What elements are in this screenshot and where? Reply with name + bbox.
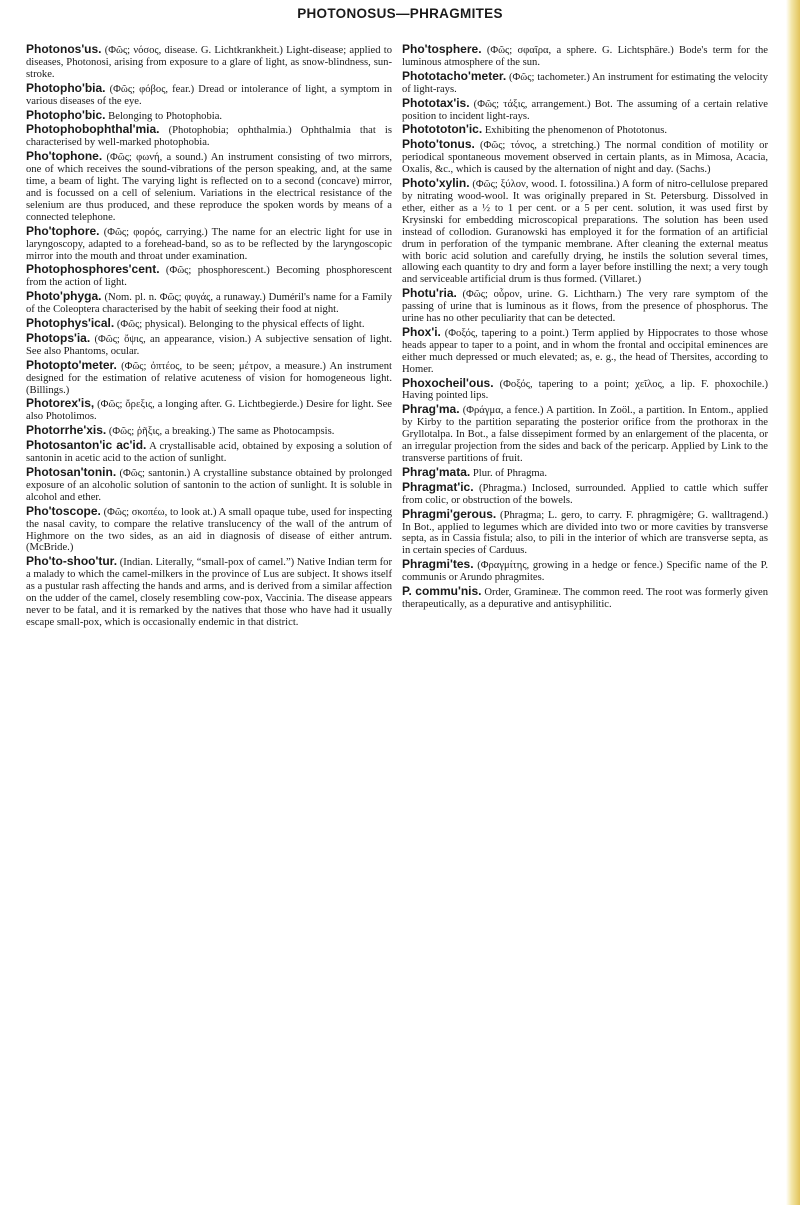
entry-headword: Photosanton'ic ac'id. (26, 438, 147, 453)
entry-headword: Photonos'us. (26, 42, 102, 56)
entry-headword: Phototacho'meter. (402, 68, 507, 83)
entry-headword: Phototax'is. (402, 95, 470, 110)
entry-headword: Phox'i. (402, 324, 441, 339)
entry-definition: (Φραγμίτης, growing in a hedge or fence.) Specific name of the P. communis or Arundo phragmites. (402, 560, 768, 584)
entry-definition: (Φῶς; φορός, carrying.) The name for an electric light for use in laryngoscopy, adapted to a forehead-band, so as to be reflected by the laryngoscopic mirror into the mouth and throat under examination. (26, 226, 392, 262)
entry-definition: (Φῶς; santonin.) A crystalline substance obtained by prolonged exposure of an alcoholic solution of santonin to the action of sunlight. It is soluble in alcohol and ether. (26, 468, 393, 503)
right-column (402, 44, 768, 613)
dictionary-entry (26, 80, 392, 108)
dictionary-entry (402, 375, 768, 403)
entry-definition: (Φῶς; ξύλον, wood. I. fotossilina.) A form of nitro-cellulose prepared by nitrating wood-wool. It was originally prepared in St. Petersburg. Dissolved in ether, either as a ½ to 1 per cent. or a 5 per cent. solution, it was used first by Krysinski for embedding microscopical preparations. The solution has been used instead of collodion. Guranowski has employed it for the formation of an artificial drum in perforation of the tympanic membrane. After cleaning the external meatus with boric acid solution and carefully drying, he instils the solution several times, allowing each quantity to dry and form a layer before instilling the next; a very tough and serviceable artificial drum is thus formed. (Villaret.) (402, 179, 768, 286)
entry-headword: Photorrhe'xis. (26, 423, 107, 438)
entry-headword: Photophosphores'cent. (26, 262, 160, 277)
dictionary-entry (402, 559, 768, 584)
entry-definition: (Φοξός, tapering to a point.) Term applied by Hippocrates to those whose heads appear to taper to a point, and in whom the frontal and occipital eminences are either much depressed or much elevated; as, e. g., the head of Thersites, according to Homer. (402, 327, 768, 375)
dictionary-entry (26, 467, 392, 504)
entry-definition: Exhibiting the phenomenon of Phototonus. (484, 125, 667, 137)
entry-headword: Photops'ia. (26, 330, 91, 345)
dictionary-entry (26, 330, 393, 358)
entry-definition: (Indian. Literally, “small-pox of camel.”) Native Indian term for a malady to which the camel-milkers in the province of Lus are subject. It shows itself as a pustular rash affecting the hands and arms, and is derived from a similar affection on the udder of the camel, closely resembling cow-pox, Vaccinia. The disease appears never to be fatal, and it is remarked by the natives that those who have had it usually escape small-pox, which is occasionally endemic in that district. (26, 557, 392, 628)
entry-definition: (Phragma.) Inclosed, surrounded. Applied to cattle which suffer from colic, or obstruction of the bowels. (402, 482, 768, 506)
entry-definition: (Φῶς; physical). Belonging to the physical effects of light. (116, 319, 365, 331)
entry-definition: (Φῶς; ὀπτέος, to be seen; μέτρον, a measure.) An instrument designed for the estimation of relative acuteness of vision for homogeneous light. (Billings.) (26, 360, 392, 396)
entry-headword: Photophobophthal'mia. (26, 122, 160, 137)
entry-headword: Phragmi'gerous. (402, 506, 497, 521)
dictionary-entry (402, 288, 768, 325)
entry-headword: Phrag'mata. (402, 464, 471, 479)
entry-headword: P. commu'nis. (402, 584, 482, 599)
entry-definition: (Photophobia; ophthalmia.) Ophthalmia that is characterised by well-marked photophobia. (26, 125, 392, 149)
entry-definition: (Φῶς; σκοπέω, to look at.) A small opaque tube, used for inspecting the nasal cavity, to compare the relative translucency of the wall of the antrum of Highmore on the two sides, as an aid in diagnosis of disease of either antrum. (McBride.) (26, 506, 392, 554)
dictionary-entry (26, 291, 392, 316)
dictionary-entry (402, 68, 768, 96)
dictionary-entry (26, 151, 392, 223)
entry-headword: Photopto'meter. (26, 357, 117, 372)
entry-definition: (Φῶς; phosphorescent.) Becoming phosphorescent from the action of light. (26, 265, 392, 289)
dictionary-entry (26, 44, 392, 81)
dictionary-entry (26, 223, 392, 263)
entry-headword: Photorex'is, (26, 396, 95, 411)
entry-headword: Pho'tosphere. (402, 42, 482, 56)
entry-definition: (Φῶς; tachometer.) An instrument for estimating the velocity of light-rays. (402, 71, 768, 95)
dictionary-entry (26, 264, 392, 289)
entry-definition: (Φοξός, tapering to a point; χεῖλος, a lip. F. phoxochile.) Having pointed lips. (402, 378, 768, 402)
entry-headword: Pho'toscope. (26, 503, 101, 518)
entry-definition: Order, Gramineæ. The common reed. The root was formerly given therapeutically, as a depurative and antisyphilitic. (402, 587, 769, 610)
dictionary-entry (26, 357, 392, 397)
dictionary-entry (402, 324, 768, 376)
dictionary-entry (402, 586, 768, 611)
entry-headword: Photo'phyga. (26, 289, 102, 304)
entry-headword: Photototon'ic. (402, 122, 483, 137)
entry-definition: (Φράγμα, a fence.) A partition. In Zoöl., a partition. In Entom., applied by Kirby to the partition separating the posterior orifice from the prothorax in the Gryllotalpa. In Bot., a false dissepiment formed by an enlargement of the placenta, or an irregular projection from the sides and back of the pericarp. Applied by Link to the transverse partitions of fruit. (402, 405, 768, 464)
entry-headword: Pho'tophore. (26, 223, 100, 238)
dictionary-entry (402, 506, 768, 558)
page-header: PHOTONOSUS—PHRAGMITES (297, 6, 503, 21)
entry-headword: Photo'tonus. (402, 137, 475, 152)
entry-definition: (Φῶς; ῥῆξις, a breaking.) The same as Photocampsis. (108, 426, 335, 438)
entry-headword: Phragmat'ic. (402, 479, 474, 494)
entry-definition: (Phragma; L. gero, to carry. F. phragmigère; G. walltragend.) In Bot., applied to legumes which are divided into two or more cavities by transverse septa, as in Cassia fistula; also, to pili in the interior of which are transverse septa, as in certain species of Carduus. (402, 509, 768, 557)
dictionary-entry (26, 398, 392, 423)
dictionary-entry (402, 44, 768, 69)
page-edge-shading (786, 0, 800, 1205)
entry-definition: (Φῶς; ὄρεξις, a longing after. G. Lichtbegierde.) Desire for light. See also Photolimos. (26, 399, 392, 423)
entry-definition: (Φῶς; νόσος, disease. G. Lichtkrankheit.) Light-disease; applied to diseases, Photonosi, arising from exposure to a glare of light, as snow-blindness, sun-stroke. (26, 45, 393, 80)
dictionary-entry (26, 425, 392, 438)
entry-definition: (Φῶς; σφαῖρα, a sphere. G. Lichtsphäre.) Bode's term for the luminous atmosphere of the sun. (402, 45, 768, 68)
dictionary-entry (26, 318, 392, 331)
dictionary-entry (402, 479, 768, 507)
entry-headword: Photophys'ical. (26, 316, 115, 331)
dictionary-entry (26, 440, 392, 465)
entry-definition: (Φῶς; φόβος, fear.) Dread or intolerance of light, a symptom in various diseases of the eye. (26, 83, 392, 107)
dictionary-entry (26, 503, 392, 555)
entry-headword: Photo'xylin. (402, 176, 470, 191)
entry-headword: Phragmi'tes. (402, 557, 474, 572)
dictionary-entry (26, 107, 392, 123)
dictionary-entry (26, 124, 392, 149)
entry-headword: Photopho'bia. (26, 80, 106, 95)
dictionary-entry (402, 464, 768, 480)
entry-definition: (Nom. pl. n. Φῶς; φυγάς, a runaway.) Duméril's name for a Family of the Coleoptera characterised by the habit of seeking their food at night. (26, 292, 392, 316)
left-column (26, 44, 392, 631)
dictionary-entry (402, 404, 768, 465)
entry-definition: (Φῶς; τόνος, a stretching.) The normal condition of motility or periodical spontaneous movement observed in certain plants, as in Mimosa, Acacia, Oxalis, &c., which is caused by the alternation of night and day. (Sachs.) (402, 140, 769, 176)
entry-headword: Photopho'bic. (26, 107, 106, 122)
entry-definition: Belonging to Photophobia. (108, 110, 223, 122)
entry-headword: Pho'to-shoo'tur. (26, 554, 118, 569)
dictionary-entry (402, 95, 768, 123)
dictionary-entry (402, 139, 768, 176)
entry-definition: A crystallisable acid, obtained by exposing a solution of santonin in acetic acid to the action of sunlight. (26, 441, 392, 465)
entry-headword: Phoxocheil'ous. (402, 375, 494, 390)
entry-headword: Pho'tophone. (26, 149, 103, 164)
dictionary-entry (402, 178, 768, 286)
entry-headword: Photu'ria. (402, 286, 457, 301)
dictionary-entry (402, 124, 768, 137)
entry-headword: Phrag'ma. (402, 402, 460, 417)
entry-definition: (Φῶς; ὄψις, an appearance, vision.) A subjective sensation of light. See also Phantoms, ocular. (26, 333, 393, 357)
entry-definition: (Φῶς; οὖρον, urine. G. Lichtharn.) The very rare symptom of the passing of urine that is luminous as it flows, from the presence of phosphorus. The urine has no other peculiarity that can be detected. (402, 289, 768, 325)
dictionary-entry (26, 556, 392, 628)
entry-definition: (Φῶς; τάξις, arrangement.) Bot. The assuming of a certain relative position to incident light-rays. (402, 98, 768, 122)
entry-headword: Photosan'tonin. (26, 465, 117, 479)
entry-definition: (Φῶς; φωνή, a sound.) An instrument consisting of two mirrors, one of which receives the sound-vibrations of the person speaking, and, at the same time, a beam of light. The varying light is reflected on to a second (concave) mirror, and is focussed on a cell of selenium. Variations in the electrical resistance of the selenium are thus produced, and these reproduce the spoken words by means of a connected telephone. (26, 152, 392, 223)
entry-definition: Plur. of Phragma. (472, 467, 548, 479)
